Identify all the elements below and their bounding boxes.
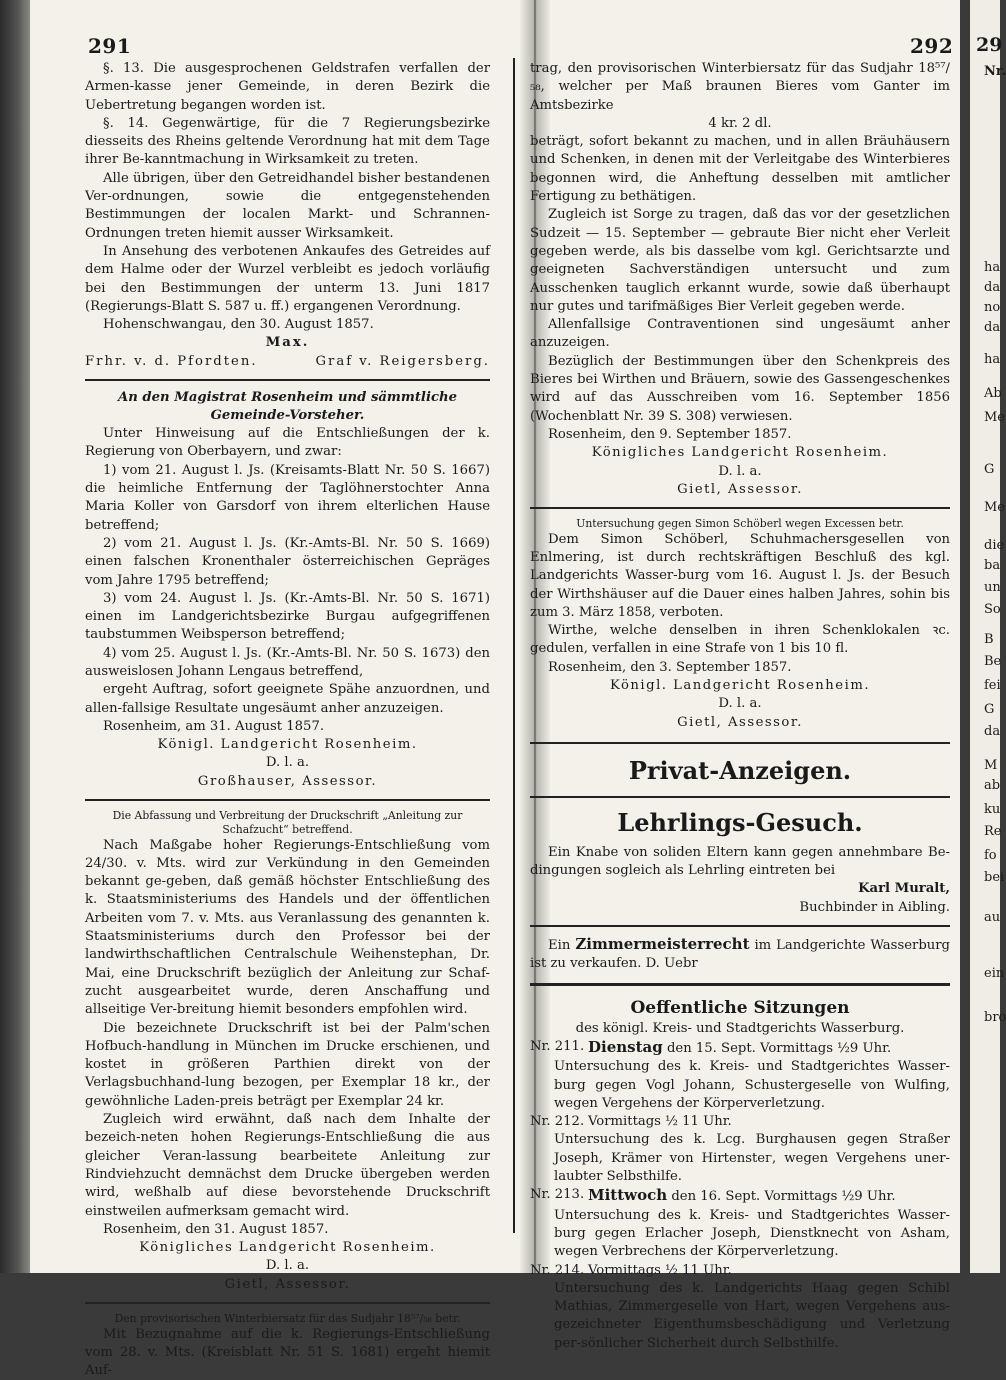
next-page-sliver — [970, 0, 1000, 1273]
session-211 — [530, 1038, 950, 1058]
paragraph-zugleich: Zugleich wird erwähnt, daß nach dem Inhalte der bezeich-neten hohen Regierungs-Entschließung die aus gleicher Veran-lassung bearbeitete Anleitung zur Rindviehzucht demnächst dem Drucke übergeben werden wird, weßhalb auf diese bevorstehende Druckschrift einstweilen aufmerksam gemacht wird. — [85, 1111, 490, 1221]
place-date-2: Rosenheim, am 31. August 1857. — [85, 718, 490, 736]
place-date-1: Hohenschwangau, den 30. August 1857. — [85, 316, 490, 334]
item-3: 3) vom 24. August l. Js. (Kr.-Amts-Bl. Nr. 50 S. 1671) einen im Landgerichtsbezirke Burgau aufgegriffenen taubstummen Weibsperson betreffend; — [85, 590, 490, 645]
dla-4: D. l. a. — [530, 695, 950, 713]
zimmer-text-b: Zimmermeisterrecht — [575, 935, 749, 953]
next-page-fragment: bei — [984, 868, 1004, 888]
next-page-fragment: ein — [984, 964, 1004, 984]
heading-magistrat: An den Magistrat Rosenheim und sämmtliche Gemeinde-Vorsteher. — [85, 389, 490, 426]
next-page-fragment: G — [984, 700, 994, 720]
session-number: Nr. 211. — [530, 1038, 588, 1058]
paragraph-bezeichnete: Die bezeichnete Druckschrift ist bei der Palm'schen Hofbuch-handlung in München im Drucke erschienen, und kostet in größeren Parthien direkt von der Verlagsbuchhand-lung bezogen, per Exemplar 18 kr., der gewöhnliche Laden-preis beträgt per Exemplar 24 kr. — [85, 1020, 490, 1111]
next-page-fragment: Ab — [984, 384, 1002, 404]
next-page-fragment: da — [984, 318, 1000, 338]
session-213 — [530, 1186, 950, 1206]
paragraph-betraegt: beträgt, sofort bekannt zu machen, und in allen Bräuhäusern und Schenken, in denen mit der Verleitgabe des Winterbieres begonnen wird, die Anheftung desselben mit amtlicher Fertigung zu bethätigen. — [530, 133, 950, 206]
place-date-5: Rosenheim, den 3. September 1857. — [530, 659, 950, 677]
next-page-fragment: Be — [984, 652, 1001, 672]
next-page-fragment: ha — [984, 258, 1000, 278]
dla-2: D. l. a. — [85, 1257, 490, 1275]
session-when: Vormittags ½ 11 Uhr. — [588, 1113, 950, 1131]
next-page-fragment: B — [984, 630, 994, 650]
paragraph-contra: Allenfallsige Contraventionen sind ungesäumt anher anzuzeigen. — [530, 316, 950, 353]
next-page-fragment: fei — [984, 676, 1001, 696]
left-column — [85, 60, 490, 1380]
session-day: Mittwoch — [588, 1186, 667, 1204]
next-page-fragment: da — [984, 278, 1000, 298]
item-2: 2) vom 21. August l. Js. (Kr.-Amts-Bl. Nr. 50 S. 1669) einen falschen Kronenthaler österreichischen Gepräges vom Jahre 1795 betreffend; — [85, 535, 490, 590]
zimmer-text-a: Ein — [548, 938, 570, 953]
column-rule — [513, 58, 515, 1233]
session-when: den 16. Sept. Vormittags ½9 Uhr. — [671, 1189, 895, 1204]
section-divider — [530, 983, 950, 986]
right-column — [530, 60, 950, 1353]
paragraph-ergeht: ergeht Auftrag, sofort geeignete Spähe anzuordnen, und allen-fallsige Resultate ungesäumt anher anzuzeigen. — [85, 681, 490, 718]
advertiser-name: Karl Muralt, — [530, 880, 950, 898]
next-page-fragment: So — [984, 600, 1001, 620]
session-number: Nr. 214. — [530, 1262, 588, 1280]
session-number: Nr. 213. — [530, 1186, 588, 1206]
divider — [85, 379, 490, 381]
divider — [530, 925, 950, 927]
item-4: 4) vom 25. August l. Js. (Kr.-Amts-Bl. Nr. 50 S. 1673) den ausweislosen Johann Lengaus betreffend, — [85, 645, 490, 682]
next-page-fragment: M — [984, 756, 997, 776]
divider — [85, 1302, 490, 1304]
item-1: 1) vom 21. August l. Js. (Kreisamts-Blatt Nr. 50 S. 1667) die heimliche Entfernung der Taglöhnerstochter Anna Maria Koller von Garsdorf von ihrem elterlichen Hause betreffend; — [85, 462, 490, 535]
paragraph-knabe: Ein Knabe von soliden Eltern kann gegen annehmbare Be-dingungen sogleich als Lehrling eintreten bei — [530, 844, 950, 881]
court-name-4: Königl. Landgericht Rosenheim. — [530, 677, 950, 695]
next-page-fragment: un — [984, 578, 1001, 598]
session-time — [588, 1038, 950, 1058]
dla-3: D. l. a. — [530, 463, 950, 481]
next-page-fragment: Re — [984, 822, 1001, 842]
divider — [530, 796, 950, 798]
next-page-fragment: Me — [984, 498, 1005, 518]
next-page-fragment: au — [984, 908, 1000, 928]
paragraph-dem: Dem Simon Schöberl, Schuhmachersgesellen von Enlmering, ist durch rechtskräftigen Beschluß des kgl. Landgerichts Wasser-burg vom 16. August l. Js. der Besuch der Wirthshäuser auf die Dauer eines halben Jahres, sohin bis zum 3. März 1858, verboten. — [530, 531, 950, 622]
sitzungen-title: Oeffentliche Sitzungen — [530, 996, 950, 1020]
court-name-3: Königliches Landgericht Rosenheim. — [530, 444, 950, 462]
page-number-right: 292 — [910, 34, 953, 58]
paragraph-sorge: Zugleich ist Sorge zu tragen, daß das vor der gesetzlichen Sudzeit — 15. September — gebraute Bier nicht eher Verleit gegeben werde, als bis dasselbe vom kgl. Gerichtsarzte und geeigneten Sachverständigen untersucht und zum Ausschenken tauglich erkannt wurde, sowie daß überhaupt nur gutes und tarifmäßiges Bier Verleit gegeben werde. — [530, 206, 950, 316]
paragraph-unter: Unter Hinweisung auf die Entschließungen der k. Regierung von Oberbayern, und zwar: — [85, 425, 490, 462]
next-page-fragment: da — [984, 722, 1000, 742]
session-when: Vormittags ½ 11 Uhr. — [588, 1262, 950, 1280]
paragraph-wirthe: Wirthe, welche denselben in ihren Schenklokalen ꝛc. gedulen, verfallen in eine Strafe von 1 bis 10 fl. — [530, 622, 950, 659]
paragraph-zimmermeister — [530, 935, 950, 974]
paragraph-trag: trag, den provisorischen Winterbiersatz für das Sudjahr 18⁵⁷/₅₈, welcher per Maß braunen Bieres vom Ganter im Amtsbezirke — [530, 60, 950, 115]
session-time — [588, 1186, 950, 1206]
sitzungen-subtitle: des königl. Kreis- und Stadtgerichts Wasserburg. — [530, 1020, 950, 1038]
session-description: Untersuchung des k. Landgerichts Haag gegen Schibl Mathias, Zimmergeselle von Hart, wegen Vergehens aus-gezeichneter Eigenthumsbeschädigung und Verletzung per-sönlicher Sicherheit durch Selbsthilfe. — [530, 1280, 950, 1353]
heading-schoeberl: Untersuchung gegen Simon Schöberl wegen Excessen betr. — [530, 517, 950, 531]
session-when: den 15. Sept. Vormittags ½9 Uhr. — [667, 1041, 891, 1056]
next-page-fragment: bro — [984, 1008, 1006, 1028]
session-212 — [530, 1113, 950, 1131]
signature-pfordten: Frhr. v. d. Pfordten. — [85, 353, 258, 371]
next-page-fragment: Me — [984, 408, 1005, 428]
paragraph-bezueglich: Bezüglich der Bestimmungen über den Schenkpreis des Bieres bei Wirthen und Bräuern, sowie des Gassengeschenkes wird auf das Ausschreiben vom 16. September 1856 (Wochenblatt Nr. 39 S. 308) verwiesen. — [530, 353, 950, 426]
session-description: Untersuchung des k. Lcg. Burghausen gegen Straßer Joseph, Krämer von Hirtenstег, wegen Vergehens uner-laubter Selbsthilfe. — [530, 1131, 950, 1186]
officer-4: Gietl, Assessor. — [530, 714, 950, 732]
officer-3: Gietl, Assessor. — [530, 481, 950, 499]
beer-price: 4 kr. 2 dl. — [530, 115, 950, 133]
court-name-2: Königliches Landgericht Rosenheim. — [85, 1239, 490, 1257]
page-number-left: 291 — [88, 34, 131, 58]
session-number: Nr. 212. — [530, 1113, 588, 1131]
place-date-4: Rosenheim, den 9. September 1857. — [530, 426, 950, 444]
heading-schafzucht: Die Abfassung und Verbreitung der Druckschrift „Anleitung zur Schafzucht“ betreffend. — [85, 809, 490, 837]
privat-anzeigen-title: Privat-Anzeigen. — [530, 754, 950, 788]
advertiser-occupation: Buchbinder in Aibling. — [530, 899, 950, 917]
next-page-fragment: ba — [984, 556, 1000, 576]
next-page-fragment: ha — [984, 350, 1000, 370]
heading-winterbier: Den provisorischen Winterbiersatz für das Sudjahr 18⁵⁷/₅₈ betr. — [85, 1312, 490, 1326]
next-page-fragment: die — [984, 536, 1004, 556]
next-page-fragment: G — [984, 460, 994, 480]
next-page-fragment: ku — [984, 800, 1000, 820]
paragraph-mit: Mit Bezugnahme auf die k. Regierungs-Entschließung vom 28. v. Mts. (Kreisblatt Nr. 51 S. 1681) ergeht hiemit Auf- — [85, 1326, 490, 1380]
paragraph-ansehung: In Ansehung des verbotenen Ankaufes des Getreides auf dem Halme oder der Wurzel verbleibt es jedoch vorläufig bei den Bestimmungen der unterm 13. Juni 1817 (Regierungs-Blatt S. 587 u. ff.) ergangenen Verordnung. — [85, 243, 490, 316]
officer-1: Großhauser, Assessor. — [85, 773, 490, 791]
divider — [530, 507, 950, 509]
next-page-fragment: no — [984, 298, 1000, 318]
session-description: Untersuchung des k. Kreis- und Stadtgerichtes Wasser-burg gegen Erlacher Joseph, Dienstknecht von Asham, wegen Verbrechens der Körperverletzung. — [530, 1207, 950, 1262]
paragraph-14: §. 14. Gegenwärtige, für die 7 Regierungsbezirke diesseits des Rheins geltende Verordnung hat mit dem Tage ihrer Be-kanntmachung in Wirksamkeit zu treten. — [85, 115, 490, 170]
divider — [85, 799, 490, 801]
lehrlings-gesuch-title: Lehrlings-Gesuch. — [530, 806, 950, 840]
next-page-fragment: ab — [984, 776, 1000, 796]
session-214 — [530, 1262, 950, 1280]
left-page-edge — [0, 0, 30, 1273]
paragraph-alle: Alle übrigen, über den Getreidhandel bisher bestandenen Ver-ordnungen, sowie die entgegenstehenden Bestimmungen der localen Markt- und Schrannen-Ordnungen treten hiemit ausser Wirksamkeit. — [85, 170, 490, 243]
court-name-1: Königl. Landgericht Rosenheim. — [85, 736, 490, 754]
section-divider — [530, 742, 950, 745]
page-number-next: 29 — [976, 34, 1002, 56]
king-signature: Max. — [85, 334, 490, 352]
next-page-fragment: Nr. — [984, 62, 1006, 82]
paragraph-nach: Nach Maßgabe hoher Regierungs-Entschließung vom 24/30. v. Mts. wird zur Verkündung in den Gemeinden bekannt ge-geben, daß gemäß höchster Entschließung des k. Staatsministeriums des Handels und der öffentlichen Arbeiten vom 7. v. Mts. aus Veranlassung des genannten k. Staatsministeriums durch den Professor bei der landwirthschaftlichen Centralschule Weihenstephan, Dr. Mai, eine Druckschrift bezüglich der Anleitung zur Schaf-zucht ausgearbeitet wurde, deren Anschaffung und allseitige Ver-breitung hiemit besonders empfohlen wird. — [85, 837, 490, 1020]
place-date-3: Rosenheim, den 31. August 1857. — [85, 1221, 490, 1239]
officer-2: Gietl, Assessor. — [85, 1276, 490, 1294]
zimmer-text-c: im Landgerichte Wasserburg ist zu verkaufen. D. Uebr — [530, 938, 950, 971]
paragraph-13: §. 13. Die ausgesprochenen Geldstrafen verfallen der Armen-kasse jener Gemeinde, in deren Bezirk die Uebertretung begangen worden ist. — [85, 60, 490, 115]
session-description: Untersuchung des k. Kreis- und Stadtgerichtes Wasser-burg gegen Vogl Johann, Schustergeselle von Wulfing, wegen Vergehens der Körperverletzung. — [530, 1058, 950, 1113]
dla-1: D. l. a. — [85, 754, 490, 772]
session-day: Dienstag — [588, 1038, 663, 1056]
next-page-fragment: fo — [984, 846, 997, 866]
signature-reigersberg: Graf v. Reigersberg. — [316, 353, 491, 371]
minister-signatures — [85, 353, 490, 371]
